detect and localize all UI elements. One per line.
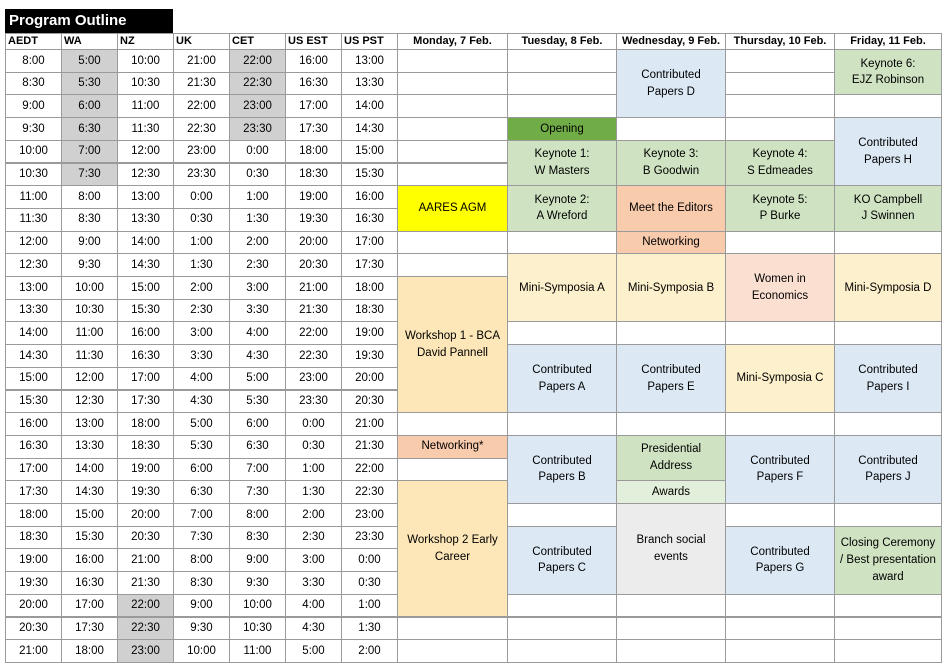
empty-slot [397,253,508,277]
time-cell: 6:30 [173,480,230,504]
time-cell: 17:30 [5,480,62,504]
time-cell: 22:30 [229,72,286,96]
time-cell: 14:00 [61,458,118,482]
empty-slot [507,72,617,96]
session-block: Contributed Papers A [507,344,617,413]
time-cell: 21:00 [285,276,342,300]
time-cell: 22:30 [341,480,398,504]
time-cell: 6:30 [229,435,286,459]
time-cell: 22:00 [341,458,398,482]
session-block: Keynote 1: W Masters [507,140,617,186]
timezone-header: WA [61,33,118,50]
time-cell: 2:30 [285,526,342,550]
empty-slot [397,72,508,96]
time-cell: 3:00 [229,276,286,300]
session-block: Keynote 5: P Burke [725,185,835,231]
time-cell: 11:00 [61,321,118,345]
time-cell: 2:30 [229,253,286,277]
time-cell: 18:30 [5,526,62,550]
empty-slot [507,94,617,118]
time-cell: 13:30 [117,208,174,232]
time-cell: 2:00 [341,639,398,663]
time-cell: 15:00 [5,367,62,391]
empty-slot [725,412,835,436]
timezone-header: NZ [117,33,174,50]
time-cell: 9:00 [173,594,230,618]
day-header: Friday, 11 Feb. [834,33,942,50]
time-cell: 18:00 [5,503,62,527]
time-cell: 1:00 [285,458,342,482]
time-cell: 7:00 [61,140,118,164]
time-cell: 0:00 [173,185,230,209]
time-cell: 7:30 [61,163,118,187]
empty-slot [507,594,617,618]
time-cell: 10:00 [117,49,174,73]
time-cell: 16:00 [341,185,398,209]
empty-slot [397,163,508,187]
time-cell: 5:30 [173,435,230,459]
time-cell: 9:00 [229,548,286,572]
time-cell: 20:30 [5,617,62,641]
timezone-header: US EST [285,33,342,50]
time-cell: 20:30 [117,526,174,550]
time-cell: 9:30 [61,253,118,277]
session-block: Mini-Symposia D [834,253,942,322]
time-cell: 11:30 [61,344,118,368]
session-block: Mini-Symposia B [616,253,726,322]
timezone-header: CET [229,33,286,50]
timezone-header: AEDT [5,33,62,50]
time-cell: 13:00 [5,276,62,300]
empty-slot [725,639,835,663]
time-cell: 13:30 [5,299,62,323]
time-cell: 12:30 [117,163,174,187]
empty-slot [834,639,942,663]
time-cell: 16:30 [5,435,62,459]
empty-slot [507,231,617,255]
session-block: Opening [507,117,617,141]
page-title: Program Outline [5,9,173,33]
time-cell: 19:30 [341,344,398,368]
time-cell: 21:30 [285,299,342,323]
time-cell: 21:00 [173,49,230,73]
time-cell: 15:30 [61,526,118,550]
time-cell: 3:30 [173,344,230,368]
empty-slot [725,321,835,345]
time-cell: 10:00 [61,276,118,300]
time-cell: 14:00 [5,321,62,345]
empty-slot [397,117,508,141]
empty-slot [507,617,617,641]
time-cell: 15:30 [117,299,174,323]
empty-slot [725,503,835,527]
timezone-header: UK [173,33,230,50]
empty-slot [725,617,835,641]
empty-slot [616,117,726,141]
session-block: Contributed Papers F [725,435,835,504]
time-cell: 22:30 [285,344,342,368]
empty-slot [616,594,726,618]
time-cell: 16:00 [117,321,174,345]
time-cell: 18:00 [341,276,398,300]
time-cell: 21:00 [5,639,62,663]
time-cell: 3:00 [285,548,342,572]
time-cell: 5:00 [61,49,118,73]
time-cell: 0:30 [285,435,342,459]
timezone-header: US PST [341,33,398,50]
time-cell: 0:00 [229,140,286,164]
time-cell: 8:30 [229,526,286,550]
time-cell: 6:00 [229,412,286,436]
time-cell: 16:00 [61,548,118,572]
time-cell: 23:30 [341,526,398,550]
empty-slot [725,594,835,618]
empty-slot [725,72,835,96]
session-block: Contributed Papers E [616,344,726,413]
time-cell: 13:00 [341,49,398,73]
time-cell: 23:30 [229,117,286,141]
time-cell: 4:30 [173,390,230,414]
time-cell: 9:30 [229,571,286,595]
day-header: Wednesday, 9 Feb. [616,33,726,50]
time-cell: 17:30 [341,253,398,277]
session-block: Workshop 1 - BCA David Pannell [397,276,508,413]
empty-slot [834,231,942,255]
time-cell: 15:00 [117,276,174,300]
time-cell: 10:00 [173,639,230,663]
empty-slot [725,117,835,141]
time-cell: 3:30 [285,571,342,595]
time-cell: 17:00 [5,458,62,482]
empty-slot [725,231,835,255]
time-cell: 9:30 [5,117,62,141]
time-cell: 0:30 [229,163,286,187]
time-cell: 16:30 [285,72,342,96]
time-cell: 22:00 [229,49,286,73]
time-cell: 1:30 [173,253,230,277]
time-cell: 14:30 [61,480,118,504]
time-cell: 20:30 [341,390,398,414]
session-block: Women in Economics [725,253,835,322]
time-cell: 19:00 [117,458,174,482]
time-cell: 11:00 [117,94,174,118]
time-cell: 19:00 [5,548,62,572]
time-cell: 7:00 [173,503,230,527]
time-cell: 11:30 [5,208,62,232]
time-cell: 13:30 [61,435,118,459]
time-cell: 1:30 [341,617,398,641]
time-cell: 12:30 [5,253,62,277]
time-cell: 8:30 [5,72,62,96]
time-cell: 3:30 [229,299,286,323]
time-cell: 16:00 [285,49,342,73]
time-cell: 12:00 [61,367,118,391]
time-cell: 5:30 [229,390,286,414]
empty-slot [616,639,726,663]
time-cell: 6:00 [173,458,230,482]
empty-slot [397,639,508,663]
time-cell: 19:00 [285,185,342,209]
time-cell: 6:00 [61,94,118,118]
time-cell: 10:30 [229,617,286,641]
time-cell: 12:00 [5,231,62,255]
time-cell: 10:30 [61,299,118,323]
time-cell: 19:00 [341,321,398,345]
time-cell: 7:00 [229,458,286,482]
time-cell: 21:00 [117,548,174,572]
time-cell: 1:30 [285,480,342,504]
time-cell: 2:00 [229,231,286,255]
time-cell: 21:30 [341,435,398,459]
time-cell: 2:00 [173,276,230,300]
session-block: Workshop 2 Early Career [397,480,508,617]
time-cell: 16:30 [117,344,174,368]
time-cell: 10:30 [117,72,174,96]
session-block: KO Campbell J Swinnen [834,185,942,231]
session-block: Keynote 4: S Edmeades [725,140,835,186]
time-cell: 18:00 [117,412,174,436]
session-block: Contributed Papers G [725,526,835,595]
empty-slot [834,412,942,436]
time-cell: 12:00 [117,140,174,164]
time-cell: 4:30 [229,344,286,368]
time-cell: 5:00 [173,412,230,436]
empty-slot [834,594,942,618]
time-cell: 23:30 [285,390,342,414]
session-block: Keynote 6: EJZ Robinson [834,49,942,95]
time-cell: 3:00 [173,321,230,345]
time-cell: 1:00 [229,185,286,209]
time-cell: 23:00 [117,639,174,663]
time-cell: 5:00 [285,639,342,663]
session-block: Keynote 2: A Wreford [507,185,617,231]
time-cell: 22:30 [117,617,174,641]
session-block: Mini-Symposia C [725,344,835,413]
time-cell: 22:30 [173,117,230,141]
time-cell: 8:00 [61,185,118,209]
time-cell: 23:00 [341,503,398,527]
time-cell: 14:30 [341,117,398,141]
time-cell: 21:00 [341,412,398,436]
session-block: Awards [616,480,726,504]
empty-slot [397,140,508,164]
time-cell: 17:00 [341,231,398,255]
session-block: Contributed Papers B [507,435,617,504]
empty-slot [397,617,508,641]
time-cell: 10:00 [5,140,62,164]
time-cell: 1:30 [229,208,286,232]
day-header: Thursday, 10 Feb. [725,33,835,50]
session-block: Meet the Editors [616,185,726,231]
session-block: Mini-Symposia A [507,253,617,322]
schedule-grid [5,33,941,666]
empty-slot [616,321,726,345]
session-block: AARES AGM [397,185,508,231]
time-cell: 10:00 [229,594,286,618]
time-cell: 15:00 [61,503,118,527]
time-cell: 19:30 [117,480,174,504]
empty-slot [507,321,617,345]
time-cell: 11:00 [5,185,62,209]
time-cell: 20:00 [341,367,398,391]
time-cell: 8:00 [5,49,62,73]
empty-slot [616,412,726,436]
time-cell: 16:30 [61,571,118,595]
time-cell: 17:00 [61,594,118,618]
session-block: Contributed Papers D [616,49,726,118]
empty-slot [616,617,726,641]
time-cell: 4:00 [229,321,286,345]
time-cell: 9:00 [61,231,118,255]
time-cell: 0:30 [173,208,230,232]
time-cell: 23:00 [229,94,286,118]
time-cell: 0:00 [341,548,398,572]
time-cell: 13:00 [117,185,174,209]
session-block: Closing Ceremony / Best presentation award [834,526,942,595]
time-cell: 13:00 [61,412,118,436]
time-cell: 23:30 [173,163,230,187]
time-cell: 21:30 [173,72,230,96]
time-cell: 20:00 [5,594,62,618]
session-block: Contributed Papers C [507,526,617,595]
time-cell: 11:30 [117,117,174,141]
empty-slot [397,412,508,436]
time-cell: 14:00 [117,231,174,255]
time-cell: 4:30 [285,617,342,641]
time-cell: 17:30 [61,617,118,641]
time-cell: 17:00 [285,94,342,118]
empty-slot [397,458,508,482]
time-cell: 14:30 [117,253,174,277]
session-block: Contributed Papers I [834,344,942,413]
time-cell: 19:30 [5,571,62,595]
day-header: Monday, 7 Feb. [397,33,508,50]
time-cell: 1:00 [173,231,230,255]
time-cell: 10:30 [5,163,62,187]
empty-slot [834,94,942,118]
session-block: Branch social events [616,503,726,595]
time-cell: 17:30 [117,390,174,414]
empty-slot [725,94,835,118]
time-cell: 14:00 [341,94,398,118]
time-cell: 15:30 [341,163,398,187]
time-cell: 13:30 [341,72,398,96]
time-cell: 4:00 [173,367,230,391]
time-cell: 0:00 [285,412,342,436]
session-block: Keynote 3: B Goodwin [616,140,726,186]
time-cell: 8:30 [61,208,118,232]
time-cell: 15:00 [341,140,398,164]
time-cell: 12:30 [61,390,118,414]
time-cell: 20:00 [117,503,174,527]
time-cell: 8:00 [173,548,230,572]
empty-slot [834,503,942,527]
empty-slot [397,231,508,255]
time-cell: 18:30 [285,163,342,187]
empty-slot [507,49,617,73]
empty-slot [397,49,508,73]
time-cell: 16:30 [341,208,398,232]
empty-slot [834,321,942,345]
time-cell: 2:00 [285,503,342,527]
time-cell: 23:00 [173,140,230,164]
time-cell: 18:30 [117,435,174,459]
time-cell: 8:30 [173,571,230,595]
empty-slot [507,639,617,663]
time-cell: 18:00 [61,639,118,663]
time-cell: 1:00 [341,594,398,618]
session-block: Networking* [397,435,508,459]
time-cell: 15:30 [5,390,62,414]
time-cell: 22:00 [285,321,342,345]
time-cell: 9:00 [5,94,62,118]
time-cell: 11:00 [229,639,286,663]
session-block: Contributed Papers J [834,435,942,504]
time-cell: 22:00 [173,94,230,118]
session-block: Presidential Address [616,435,726,481]
time-cell: 19:30 [285,208,342,232]
empty-slot [507,503,617,527]
time-cell: 9:30 [173,617,230,641]
time-cell: 17:00 [117,367,174,391]
empty-slot [834,617,942,641]
time-cell: 18:30 [341,299,398,323]
time-cell: 0:30 [341,571,398,595]
time-cell: 7:30 [229,480,286,504]
empty-slot [725,49,835,73]
time-cell: 6:30 [61,117,118,141]
time-cell: 20:30 [285,253,342,277]
time-cell: 4:00 [285,594,342,618]
empty-slot [507,412,617,436]
time-cell: 7:30 [173,526,230,550]
time-cell: 5:00 [229,367,286,391]
time-cell: 14:30 [5,344,62,368]
session-block: Contributed Papers H [834,117,942,186]
empty-slot [397,94,508,118]
time-cell: 18:00 [285,140,342,164]
time-cell: 23:00 [285,367,342,391]
session-block: Networking [616,231,726,255]
day-header: Tuesday, 8 Feb. [507,33,617,50]
time-cell: 17:30 [285,117,342,141]
time-cell: 5:30 [61,72,118,96]
time-cell: 2:30 [173,299,230,323]
time-cell: 22:00 [117,594,174,618]
time-cell: 16:00 [5,412,62,436]
time-cell: 20:00 [285,231,342,255]
time-cell: 21:30 [117,571,174,595]
time-cell: 8:00 [229,503,286,527]
